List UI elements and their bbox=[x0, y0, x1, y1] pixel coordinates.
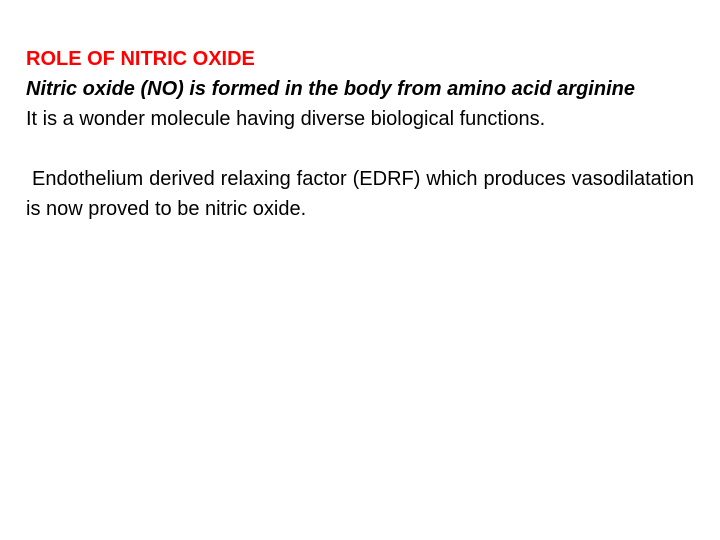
paragraph-edrf: Endothelium derived relaxing factor (EDRF) which produces vasodilatation is now proved to be nitric oxide. bbox=[26, 168, 694, 220]
slide-subtitle: Nitric oxide (NO) is formed in the body from amino acid arginine bbox=[26, 78, 635, 100]
slide-title: ROLE OF NITRIC OXIDE bbox=[26, 48, 255, 70]
paragraph-spacer bbox=[26, 134, 694, 164]
paragraph-diverse-functions: It is a wonder molecule having diverse biological functions. bbox=[26, 108, 546, 130]
slide-content bbox=[26, 44, 694, 224]
